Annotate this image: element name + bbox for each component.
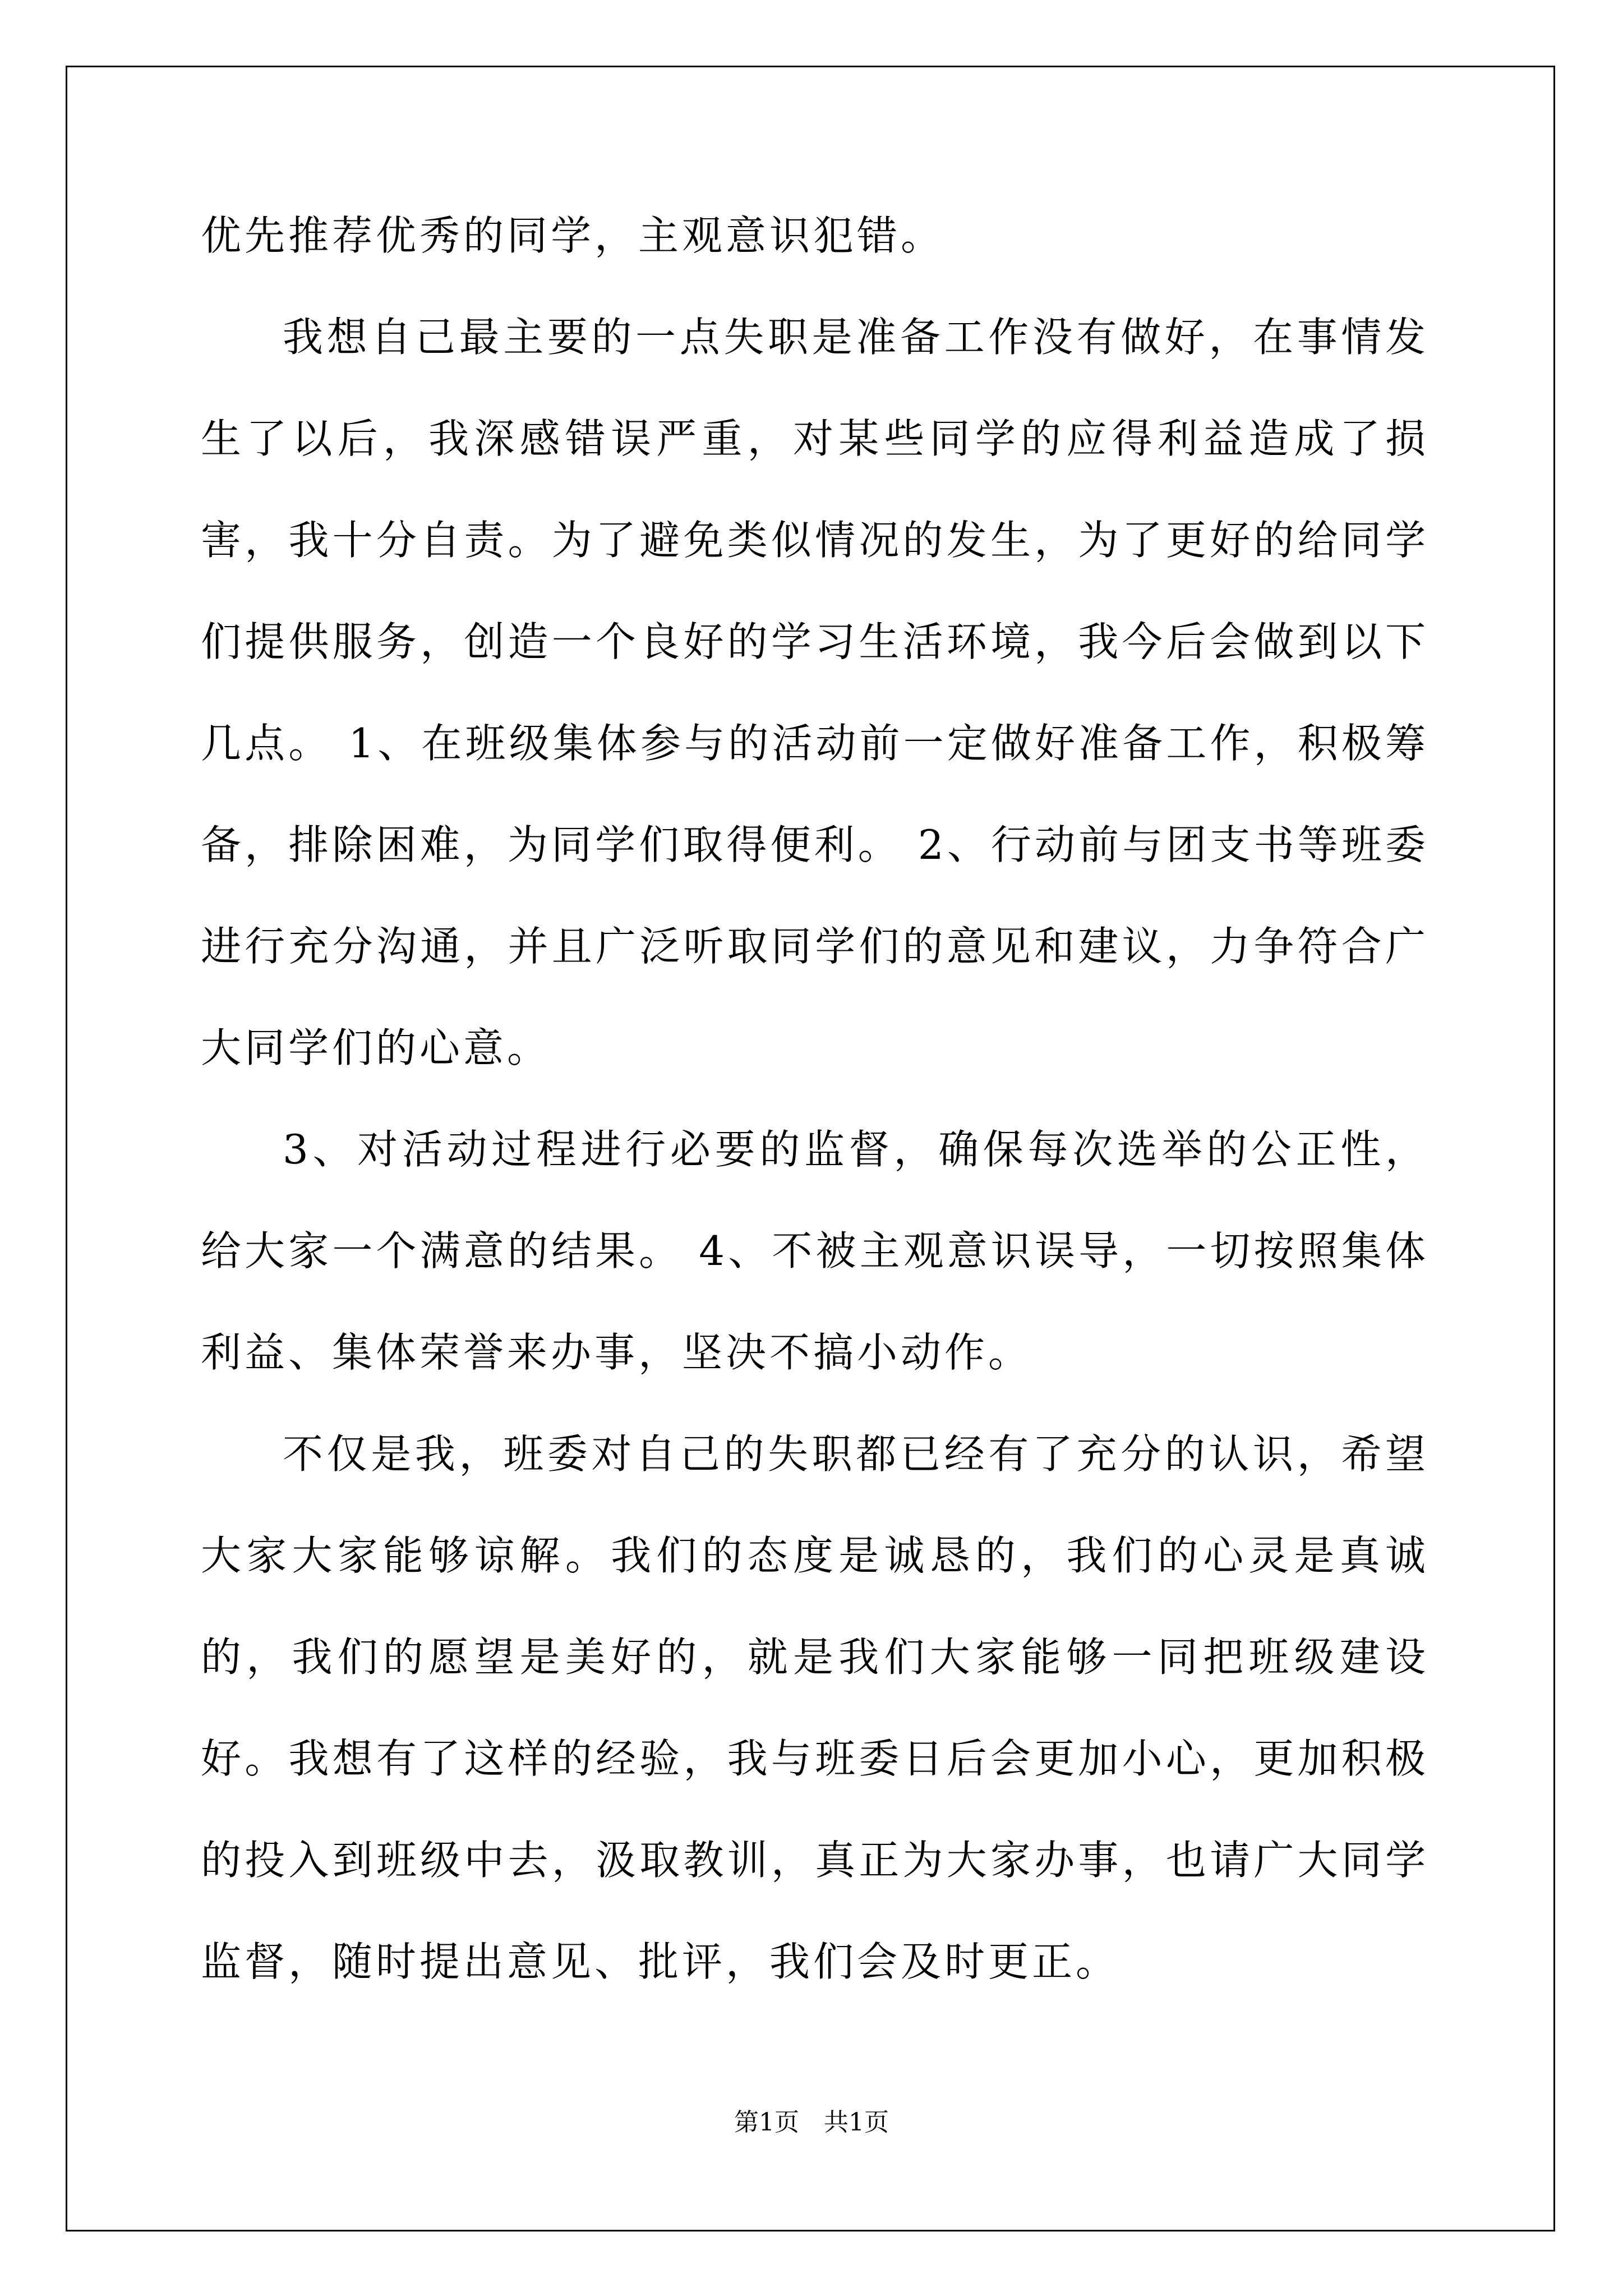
paragraph-4: 不仅是我，班委对自己的失职都已经有了充分的认识，希望大家大家能够谅解。我们的态度是诚恳的，我们的心灵是真诚的，我们的愿望是美好的，就是我们大家能够一同把班级建设好。我想有了这样的经验，我与班委日后会更加小心，更加积极的投入到班级中去，汲取教训，真正为大家办事，也请广大同学监督，随时提出意见、批评，我们会及时更正。	[201, 1430, 1429, 1985]
page-total: 共1页	[824, 2108, 889, 2137]
document-body	[201, 185, 1429, 2013]
paragraph-1: 优先推荐优秀的同学，主观意识犯错。	[201, 212, 945, 259]
paragraph-3: 3、对活动过程进行必要的监督，确保每次选举的公正性，给大家一个满意的结果。 4、不被主观意识误导，一切按照集体利益、集体荣誉来办事，坚决不搞小动作。	[201, 1126, 1429, 1376]
paragraph-2: 我想自己最主要的一点失职是准备工作没有做好，在事情发生了以后，我深感错误严重，对某些同学的应得利益造成了损害，我十分自责。为了避免类似情况的发生，为了更好的给同学们提供服务，创造一个良好的学习生活环境，我今后会做到以下几点。 1、在班级集体参与的活动前一定做好准备工作，积极筹备，排除困难，为同学们取得便利。 2、行动前与团支书等班委进行充分沟通，并且广泛听取同学们的意见和建议，力争符合广大同学们的心意。	[201, 314, 1429, 1071]
page-number: 第1页	[734, 2108, 799, 2137]
page-footer	[0, 2102, 1623, 2138]
